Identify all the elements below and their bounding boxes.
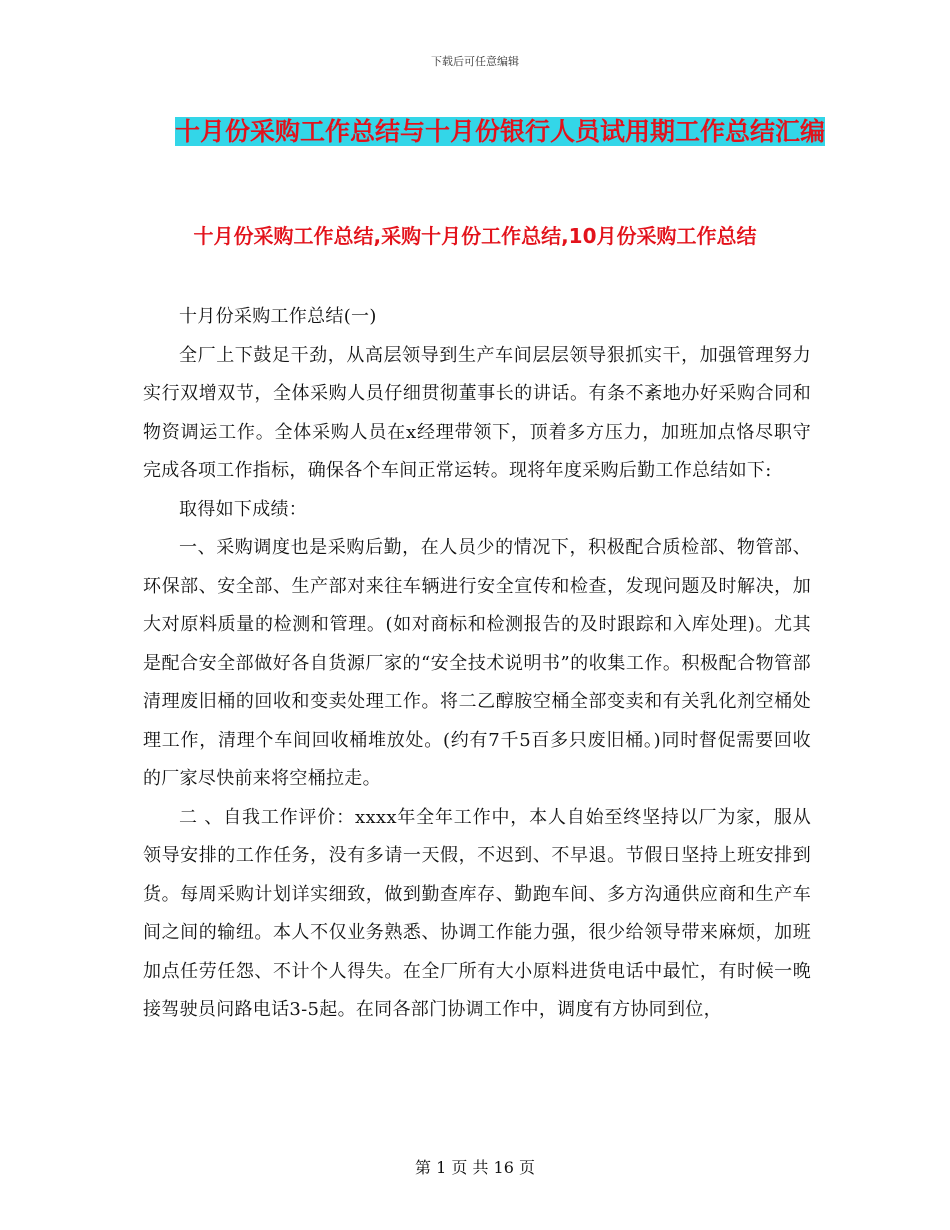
document-title-text: 十月份采购工作总结与十月份银行人员试用期工作总结汇编 bbox=[174, 117, 825, 146]
paragraph: 二 、自我工作评价：xxxx年全年工作中，本人自始至终坚持以厂为家，服从领导安排的工作任务，没有多请一天假，不迟到、不早退。节假日坚持上班安排到货。每周采购计划详实细致，做到勤查库存、勤跑车间、多方沟通供应商和生产车间之间的输纽。本人不仅业务熟悉、协调工作能力强，很少给领导带来麻烦，加班加点任劳任怨、不计个人得失。在全厂所有大小原料进货电话中最忙，有时候一晚接驾驶员问路电话3-5起。在同各部门协调工作中，调度有方协同到位， bbox=[143, 806, 811, 1020]
section-heading: 十月份采购工作总结(一) bbox=[179, 306, 377, 327]
document-subtitle: 十月份采购工作总结,采购十月份工作总结,10月份采购工作总结 bbox=[193, 224, 757, 248]
document-body bbox=[143, 298, 811, 1030]
document-title bbox=[150, 108, 850, 156]
paragraph: 一、采购调度也是采购后勤，在人员少的情况下，积极配合质检部、物管部、环保部、安全部、生产部对来往车辆进行安全宣传和检查，发现问题及时解决，加大对原料质量的检测和管理。(如对商标和检测报告的及时跟踪和入库处理)。尤其是配合安全部做好各自货源厂家的“安全技术说明书”的收集工作。积极配合物管部清理废旧桶的回收和变卖处理工作。将二乙醇胺空桶全部变卖和有关乳化剂空桶处理工作，清理个车间回收桶堆放处。(约有7千5百多只废旧桶。)同时督促需要回收的厂家尽快前来将空桶拉走。 bbox=[143, 537, 811, 789]
paragraph: 全厂上下鼓足干劲，从高层领导到生产车间层层领导狠抓实干，加强管理努力实行双增双节，全体采购人员仔细贯彻董事长的讲话。有条不紊地办好采购合同和物资调运工作。全体采购人员在x经理带领下，顶着多方压力，加班加点恪尽职守完成各项工作指标，确保各个车间正常运转。现将年度采购后勤工作总结如下: bbox=[143, 344, 811, 481]
header-note: 下载后可任意编辑 bbox=[431, 55, 519, 68]
page-number-footer: 第 1 页 共 16 页 bbox=[415, 1158, 535, 1177]
paragraph: 取得如下成绩： bbox=[179, 498, 308, 520]
